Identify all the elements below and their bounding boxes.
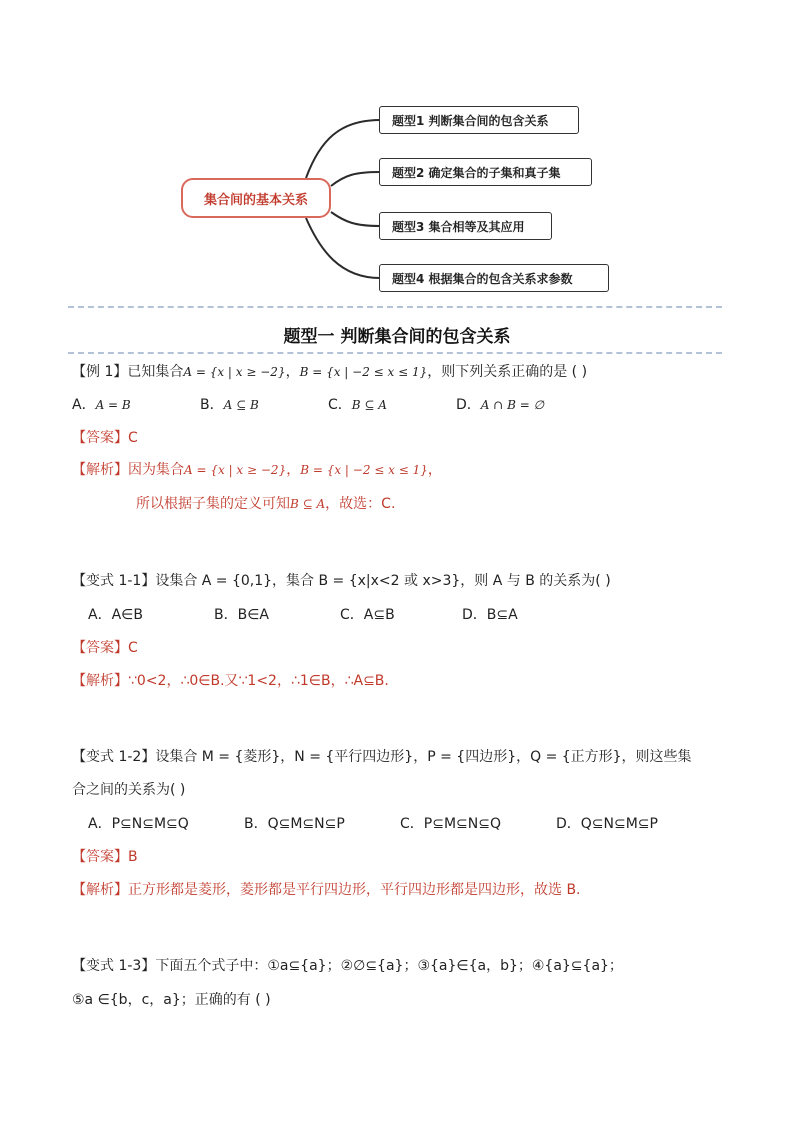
variant12-option-b: B．Q⊆M⊆N⊆P <box>244 816 345 832</box>
variant11-option-b: B．B∈A <box>214 607 269 623</box>
variant13-stem-line1: 【变式 1-3】下面五个式子中：①a⊆{a}；②∅⊆{a}；③{a}∈{a，b}；④{a}⊆{a}； <box>72 958 623 974</box>
mindmap-branch-2: 题型2 确定集合的子集和真子集 <box>379 158 592 186</box>
variant11-option-a: A．A∈B <box>88 607 143 623</box>
example1-option-c: C．B ⊆ A <box>328 397 387 413</box>
example1-analysis-line1: 【解析】因为集合A = {x | x ≥ −2}，B = {x | −2 ≤ x ≤ 1}， <box>72 462 442 478</box>
variant12-option-c: C．P⊆M⊆N⊆Q <box>400 816 501 832</box>
divider-top <box>68 306 722 308</box>
example1-stem: 【例 1】已知集合A = {x | x ≥ −2}，B = {x | −2 ≤ x ≤ 1}，则下列关系正确的是 ( ) <box>72 364 588 380</box>
variant11-answer: 【答案】C <box>72 640 138 656</box>
mindmap-branch-1: 题型1 判断集合间的包含关系 <box>379 106 579 134</box>
example1-option-d: D．A ∩ B = ∅ <box>456 397 545 413</box>
example1-analysis-line2: 所以根据子集的定义可知B ⊆ A，故选：C. <box>136 496 396 512</box>
connector-3 <box>331 212 380 226</box>
mindmap-root: 集合间的基本关系 <box>181 178 331 218</box>
connector-2 <box>331 172 380 186</box>
variant12-stem-line1: 【变式 1-2】设集合 M = {菱形}，N = {平行四边形}，P = {四边形}，Q = {正方形}，则这些集 <box>72 749 692 765</box>
variant11-stem: 【变式 1-1】设集合 A = {0,1}，集合 B = {x|x<2 或 x>3}，则 A 与 B 的关系为( ) <box>72 573 611 589</box>
example1-answer: 【答案】C <box>72 430 138 446</box>
variant11-option-d: D．B⊆A <box>462 607 518 623</box>
divider-bottom <box>68 352 722 354</box>
variant12-analysis: 【解析】正方形都是菱形，菱形都是平行四边形，平行四边形都是四边形，故选 B. <box>72 882 581 898</box>
variant12-stem-line2: 合之间的关系为( ) <box>72 782 186 798</box>
variant11-option-c: C．A⊆B <box>340 607 395 623</box>
mindmap-branch-4: 题型4 根据集合的包含关系求参数 <box>379 264 609 292</box>
variant11-analysis: 【解析】∵0<2，∴0∈B.又∵1<2，∴1∈B，∴A⊆B. <box>72 673 389 689</box>
example1-option-b: B．A ⊆ B <box>200 397 259 413</box>
variant12-option-d: D．Q⊆N⊆M⊆P <box>556 816 658 832</box>
mindmap-branch-3: 题型3 集合相等及其应用 <box>379 212 552 240</box>
variant12-option-a: A．P⊆N⊆M⊆Q <box>88 816 189 832</box>
connector-1 <box>306 120 380 178</box>
variant13-stem-line2: ⑤a ∈{b，c，a}；正确的有 ( ) <box>72 992 271 1008</box>
section-title: 题型一 判断集合间的包含关系 <box>283 327 511 347</box>
example1-option-a: A．A = B <box>72 397 131 413</box>
variant12-answer: 【答案】B <box>72 849 138 865</box>
connector-4 <box>306 218 380 278</box>
